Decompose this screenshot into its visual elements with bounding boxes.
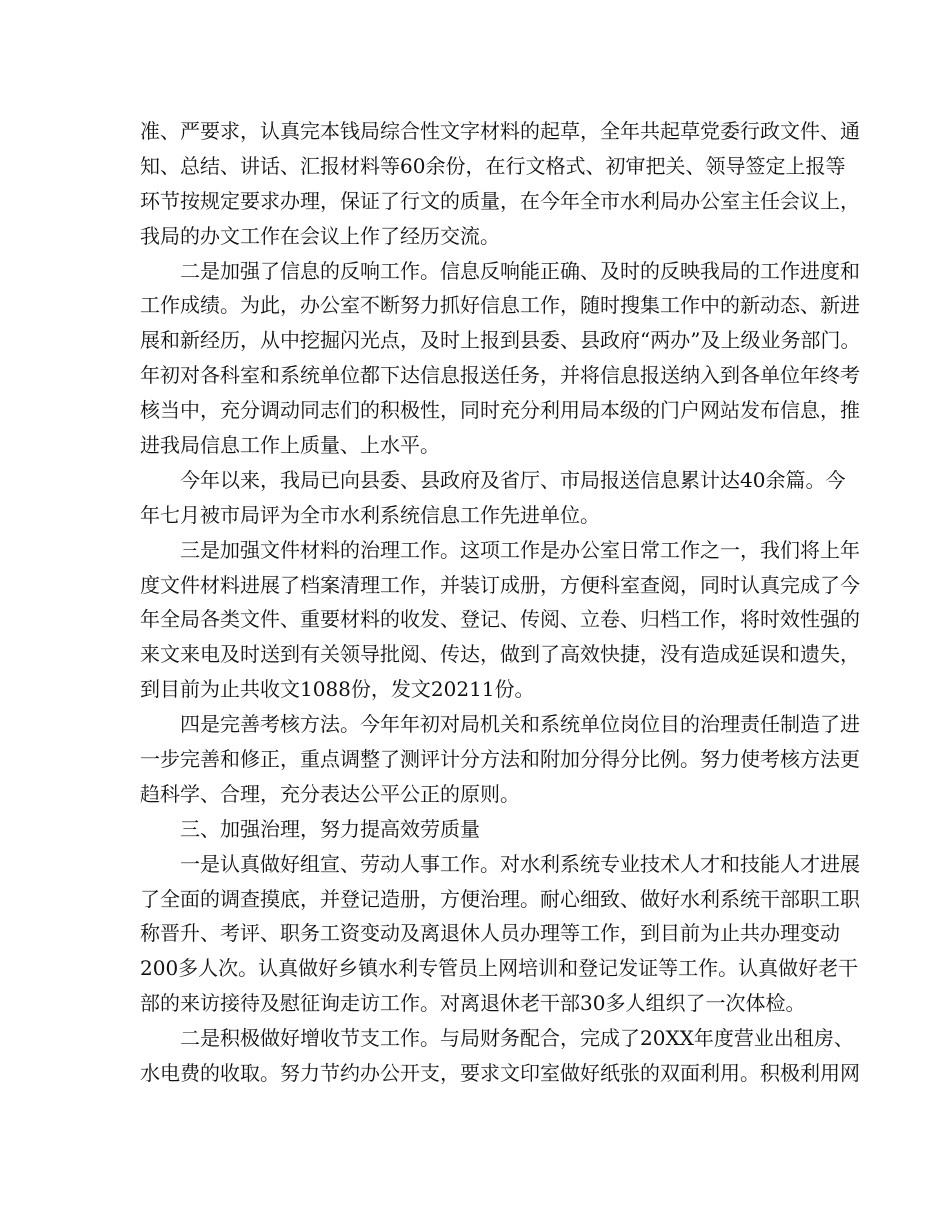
- text-line: 来文来电及时送到有关领导批阅、传达，做到了高效快捷，没有造成延误和遗失，: [140, 642, 860, 667]
- paragraph: [140, 707, 860, 812]
- text-line: 年七月被市局评为全市水利系统信息工作先进单位。: [140, 502, 600, 527]
- paragraph: [140, 114, 860, 254]
- text-line: 准、严要求，认真完本钱局综合性文字材料的起草，全年共起草党委行政文件、通: [140, 119, 860, 143]
- text-line: 工作成绩。为此，办公室不断努力抓好信息工作，随时搜集工作中的新动态、新进: [140, 293, 860, 318]
- paragraph: [140, 847, 860, 1021]
- text-line: 知、总结、讲话、汇报材料等60余份，在行文格式、初审把关、领导签定上报等: [140, 153, 846, 178]
- text-line: 一是认真做好组宣、劳动人事工作。对水利系统专业技术人才和技能人才进展: [180, 851, 860, 876]
- text-line: 部的来访接待及慰征询走访工作。对离退休老干部30多人组织了一次体检。: [140, 991, 806, 1016]
- text-line: 年初对各科室和系统单位都下达信息报送任务，并将信息报送纳入到各单位年终考: [140, 363, 860, 388]
- text-line: 200多人次。认真做好乡镇水利专管员上网培训和登记发证等工作。认真做好老干: [140, 956, 859, 981]
- text-line: 进我局信息工作上质量、上水平。: [140, 433, 440, 458]
- text-line: 趋科学、合理，充分表达公平公正的原则。: [140, 781, 520, 806]
- text-line: 二是加强了信息的反响工作。信息反响能正确、及时的反映我局的工作进度和: [180, 258, 860, 283]
- text-line: 水电费的收取。努力节约办公开支，要求文印室做好纸张的双面利用。积极利用网: [140, 1061, 860, 1086]
- paragraph: [140, 533, 860, 707]
- paragraph: [140, 1021, 860, 1091]
- text-line: 二是积极做好增收节支工作。与局财务配合，完成了20XX年度营业出租房、: [180, 1026, 854, 1051]
- text-line: 称晋升、考评、职务工资变动及离退休人员办理等工作，到目前为止共办理变动: [140, 921, 840, 946]
- text-line: 核当中，充分调动同志们的积极性，同时充分利用局本级的门户网站发布信息，推: [140, 398, 860, 423]
- paragraph: [140, 812, 820, 847]
- text-line: 环节按规定要求办理，保证了行文的质量，在今年全市水利局办公室主任会议上，: [140, 188, 860, 213]
- text-line: 年全局各类文件、重要材料的收发、登记、传阅、立卷、归档工作，将时效性强的: [140, 607, 860, 632]
- text-line: 度文件材料进展了档案清理工作，并装订成册，方便科室查阅，同时认真完成了今: [140, 572, 860, 597]
- text-line: 今年以来，我局已向县委、县政府及省厅、市局报送信息累计达40余篇。今: [180, 467, 846, 492]
- text-line: 我局的办文工作在会议上作了经历交流。: [140, 223, 500, 248]
- text-line: 展和新经历，从中挖掘闪光点，及时上报到县委、县政府“两办”及上级业务部门。: [140, 328, 861, 353]
- paragraph: [140, 254, 861, 463]
- text-line: 一步完善和修正，重点调整了测评计分方法和附加分得分比例。努力使考核方法更: [140, 747, 860, 772]
- text-line: 了全面的调查摸底，并登记造册，方便治理。耐心细致、做好水利系统干部职工职: [140, 886, 860, 911]
- text-line: 到目前为止共收文1088份，发文20211份。: [140, 677, 535, 702]
- paragraph: [140, 463, 846, 533]
- document-body: [140, 114, 861, 1091]
- text-line: 三、加强治理，努力提高效劳质量: [180, 816, 480, 841]
- text-line: 四是完善考核方法。今年年初对局机关和系统单位岗位目的治理责任制造了进: [180, 712, 860, 737]
- text-line: 三是加强文件材料的治理工作。这项工作是办公室日常工作之一，我们将上年: [180, 537, 860, 562]
